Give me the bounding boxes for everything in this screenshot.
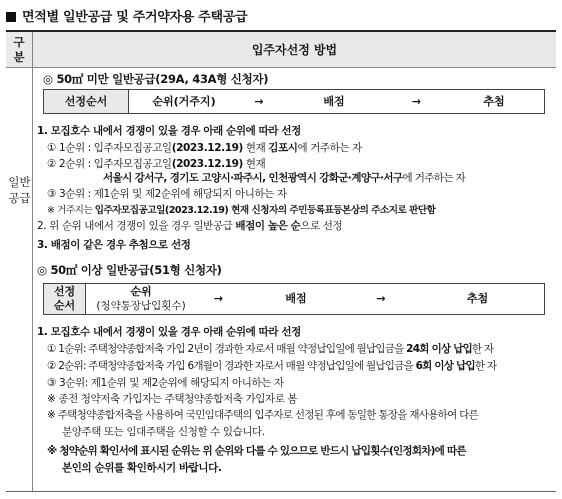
section1-flow xyxy=(43,89,545,114)
s1-item3: 3. 배점이 같은 경우 추첨으로 선정 xyxy=(37,239,191,251)
s2-note3-line1: ※ 청약순위 확인서에 표시된 순위는 위 순위와 다를 수 있으므로 반드시 납입횟수(인정회차)에 따른 xyxy=(47,445,466,457)
s1-rank1-date: (2023.12.19) xyxy=(171,142,243,154)
flow2-label-line1: 선정 xyxy=(53,285,76,298)
flow1-second: 배점 xyxy=(323,94,345,108)
s1-rank2-date: (2023.12.19) xyxy=(171,158,243,170)
s1-rank1-pre: ① 1순위 : 입주자모집공고일 xyxy=(47,142,172,154)
s1-rank2 xyxy=(47,156,265,171)
flow1-first: 순위(거주지) xyxy=(152,94,216,108)
s1-rank3: ③ 3순위 : 제1순위 및 제2순위에 해당되지 아니하는 자 xyxy=(47,188,287,200)
flow2-label xyxy=(44,284,86,314)
flow1-arrow2: → xyxy=(411,94,422,108)
s2-note2-line2: 분양주택 또는 임대주택을 신청할 수 있습니다. xyxy=(62,426,265,438)
square-bullet-icon xyxy=(6,12,16,22)
header-category-char1: 구 xyxy=(13,35,25,49)
s1-item2 xyxy=(37,218,342,233)
s2-rank2-pre: ② 2순위: 주택청약종합저축 가입 6개월이 경과한 자로서 매월 약정납입일에 월납입금을 xyxy=(47,360,416,372)
table-header xyxy=(6,32,556,68)
s1-item2-pre: 2. 위 순위 내에서 경쟁이 있을 경우 일반공급 xyxy=(37,220,236,232)
s2-rank3: ③ 3순위: 제1순위 및 제2순위에 해당되지 아니하는 자 xyxy=(47,377,284,389)
flow1-arrow1: → xyxy=(254,94,264,108)
page-title xyxy=(6,6,247,25)
s1-rank2-line2 xyxy=(103,170,465,185)
header-method: 입주자선정 방법 xyxy=(251,43,338,57)
flow2-third: 추첨 xyxy=(466,292,489,305)
s2-note2-line1: ※ 주택청약종합저축을 사용하여 국민임대주택의 입주자로 선정된 후에 동일한 통장을 재사용하여 다른 xyxy=(47,409,479,421)
header-category-char2: 분 xyxy=(13,50,25,64)
title-text: 면적별 일반공급 및 주거약자용 주택공급 xyxy=(22,10,248,25)
s1-note-pre: ※ 거주지는 xyxy=(47,205,95,216)
s2-rank1 xyxy=(47,341,493,356)
s2-rank1-pre: ① 1순위: 주택청약종합저축 가입 2년이 경과한 자로서 매월 약정납입일에 월납입금을 xyxy=(47,343,407,355)
s1-rank2-line2-post: 에 거주하는 자 xyxy=(402,172,466,184)
category-label xyxy=(6,174,33,206)
s1-rank1 xyxy=(47,140,362,155)
flow2-first xyxy=(86,284,196,314)
s2-rank2 xyxy=(47,358,496,373)
s1-item2-bold: 배점이 높은 순 xyxy=(235,220,301,232)
s2-item1: 1. 모집호수 내에서 경쟁이 있을 경우 아래 순위에 따라 선정 xyxy=(37,326,301,338)
section2-heading: ◎ 50㎡ 이상 일반공급(51형 신청자) xyxy=(37,263,222,277)
flow2-first-sub: (청약통장납입횟수) xyxy=(96,300,186,312)
section1-heading: ◎ 50㎡ 미만 일반공급(29A, 43A형 신청자) xyxy=(43,72,269,86)
s1-rank2-regions: 서울시 강서구, 경기도 고양시·파주시, 인천광역시 강화군·계양구·서구 xyxy=(103,172,403,184)
s2-rank1-post: 한 자 xyxy=(472,343,494,355)
s1-note-bold: 입주자모집공고일(2023.12.19) 현재 신청자의 주민등록표등본상의 주소지로 판단함 xyxy=(94,205,436,216)
header-category xyxy=(6,32,33,68)
s2-rank1-bold: 24회 이상 납입 xyxy=(406,343,473,355)
s1-rank2-pre: ② 2순위 : 입주자모집공고일 xyxy=(47,158,172,170)
category-label-line2: 공급 xyxy=(8,191,31,205)
category-column xyxy=(6,68,33,491)
flow2-first-main: 순위 xyxy=(130,285,152,298)
s1-rank1-place: 김포시 xyxy=(268,142,298,154)
flow1-third: 추첨 xyxy=(483,94,505,108)
s2-note1: ※ 종전 청약저축 가입자는 주택청약종합저축 가입자로 봄 xyxy=(47,393,298,405)
flow1-label: 선정순서 xyxy=(44,90,129,113)
flow2-second: 배점 xyxy=(285,292,307,305)
flow2-arrow1: → xyxy=(213,292,224,305)
section2-flow xyxy=(43,283,545,315)
s1-rank1-mid: 현재 xyxy=(242,142,269,154)
s1-note xyxy=(47,202,435,216)
flow2-arrow2: → xyxy=(376,292,386,305)
s1-rank2-post: 현재 xyxy=(242,158,266,170)
flow2-label-line2: 순서 xyxy=(53,299,76,312)
s1-item2-post: 으로 선정 xyxy=(300,220,343,232)
s2-rank2-post: 한 자 xyxy=(474,360,497,372)
s2-rank2-bold: 6회 이상 납입 xyxy=(415,360,475,372)
category-label-line1: 일반 xyxy=(8,175,31,189)
s1-rank1-post: 에 거주하는 자 xyxy=(297,142,362,154)
s1-item1: 1. 모집호수 내에서 경쟁이 있을 경우 아래 순위에 따라 선정 xyxy=(37,125,301,137)
s2-note3-line2: 본인의 순위를 확인하시기 바랍니다. xyxy=(62,462,222,474)
